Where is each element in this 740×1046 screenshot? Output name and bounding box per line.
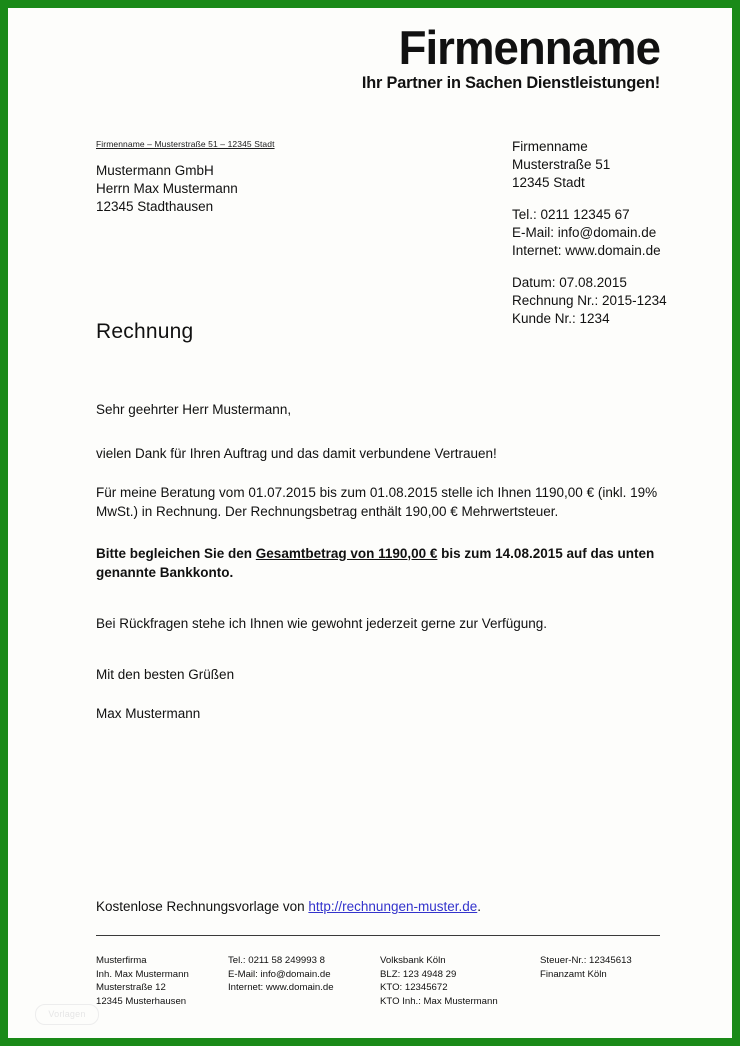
sender-email: E-Mail: info@domain.de (512, 224, 657, 240)
sender-block (512, 138, 667, 328)
invoice-details-paragraph: Für meine Beratung vom 01.07.2015 bis zum 01.08.2015 stelle ich Ihnen 1190,00 € (inkl. 19% MwSt.) in Rechnung. Der Rechnungsbetrag enthält 190,00 € Mehrwertsteuer. (96, 485, 658, 520)
payment-suffix: bis zum 14.08.2015 auf das unten genannte Bankkonto. (96, 545, 655, 580)
closing-line: Mit den besten Grüßen (96, 667, 235, 683)
sender-address-line: 12345 Stadt (512, 174, 585, 190)
footer-line: Internet: www.domain.de (228, 982, 334, 994)
page-footer (96, 954, 660, 1008)
payment-instruction (96, 544, 662, 582)
sender-phone: Tel.: 0211 12345 67 (512, 206, 630, 222)
sender-website: Internet: www.domain.de (512, 242, 661, 258)
sender-contact (512, 206, 667, 260)
spacer (96, 582, 662, 614)
recipient-line: Mustermann GmbH (96, 163, 214, 178)
sender-address-line: Musterstraße 51 (512, 156, 611, 172)
template-source-link[interactable]: http://rechnungen-muster.de (308, 899, 478, 914)
recipient-address (96, 162, 238, 215)
company-name: Firmenname (398, 21, 660, 74)
letter-body (96, 400, 662, 723)
spacer (96, 463, 662, 483)
document-sheet (8, 8, 732, 1038)
questions-line: Bei Rückfragen stehe ich Ihnen wie gewohnt jederzeit gerne zur Verfügung. (96, 615, 548, 631)
footer-line: 12345 Musterhausen (96, 995, 187, 1007)
footer-column-tax (540, 954, 660, 1008)
thanks-line: vielen Dank für Ihren Auftrag und das damit verbundene Vertrauen! (96, 446, 497, 462)
spacer (96, 522, 662, 544)
footer-line: Volksbank Köln (380, 955, 446, 966)
template-credit (96, 899, 481, 914)
template-credit-prefix: Kostenlose Rechnungsvorlage von (96, 899, 309, 914)
customer-number: Kunde Nr.: 1234 (512, 310, 610, 326)
salutation: Sehr geehrter Herr Mustermann, (96, 402, 292, 417)
footer-line: BLZ: 123 4948 29 (380, 968, 457, 980)
footer-line: KTO Inh.: Max Mustermann (380, 995, 498, 1007)
letterhead (88, 21, 660, 93)
payment-total-amount: Gesamtbetrag von 1190,00 € (255, 545, 438, 561)
footer-line: Musterfirma (96, 955, 147, 966)
footer-line: Finanzamt Köln (540, 968, 607, 980)
return-address-line: Firmenname – Musterstraße 51 – 12345 Stadt (96, 139, 275, 149)
document-title: Rechnung (96, 320, 194, 343)
company-tagline: Ihr Partner in Sachen Dienstleistungen! (361, 72, 660, 92)
template-credit-suffix: . (477, 899, 482, 914)
invoice-number: Rechnung Nr.: 2015-1234 (512, 292, 667, 308)
sender-address (512, 138, 667, 192)
footer-line: KTO: 12345672 (380, 982, 448, 994)
spacer (96, 419, 662, 444)
spacer (96, 684, 662, 704)
invoice-date: Datum: 07.08.2015 (512, 274, 627, 290)
document-meta (512, 274, 667, 328)
recipient-line: Herrn Max Mustermann (96, 180, 238, 196)
spacer (96, 633, 662, 665)
footer-line: Musterstraße 12 (96, 982, 166, 994)
recipient-line: 12345 Stadthausen (96, 198, 214, 214)
footer-line: Inh. Max Mustermann (96, 968, 189, 980)
footer-column-company (96, 954, 228, 1008)
footer-line: Tel.: 0211 58 249993 8 (228, 955, 325, 966)
signature-name: Max Mustermann (96, 706, 201, 722)
footer-line: E-Mail: info@domain.de (228, 968, 331, 980)
footer-line: Steuer-Nr.: 12345613 (540, 955, 632, 966)
sender-address-line: Firmenname (512, 139, 588, 154)
footer-divider (96, 935, 660, 936)
watermark-badge: Vorlagen (35, 1004, 99, 1025)
payment-prefix: Bitte begleichen Sie den (96, 545, 256, 561)
footer-column-bank (380, 954, 540, 1008)
footer-column-contact (228, 954, 380, 1008)
